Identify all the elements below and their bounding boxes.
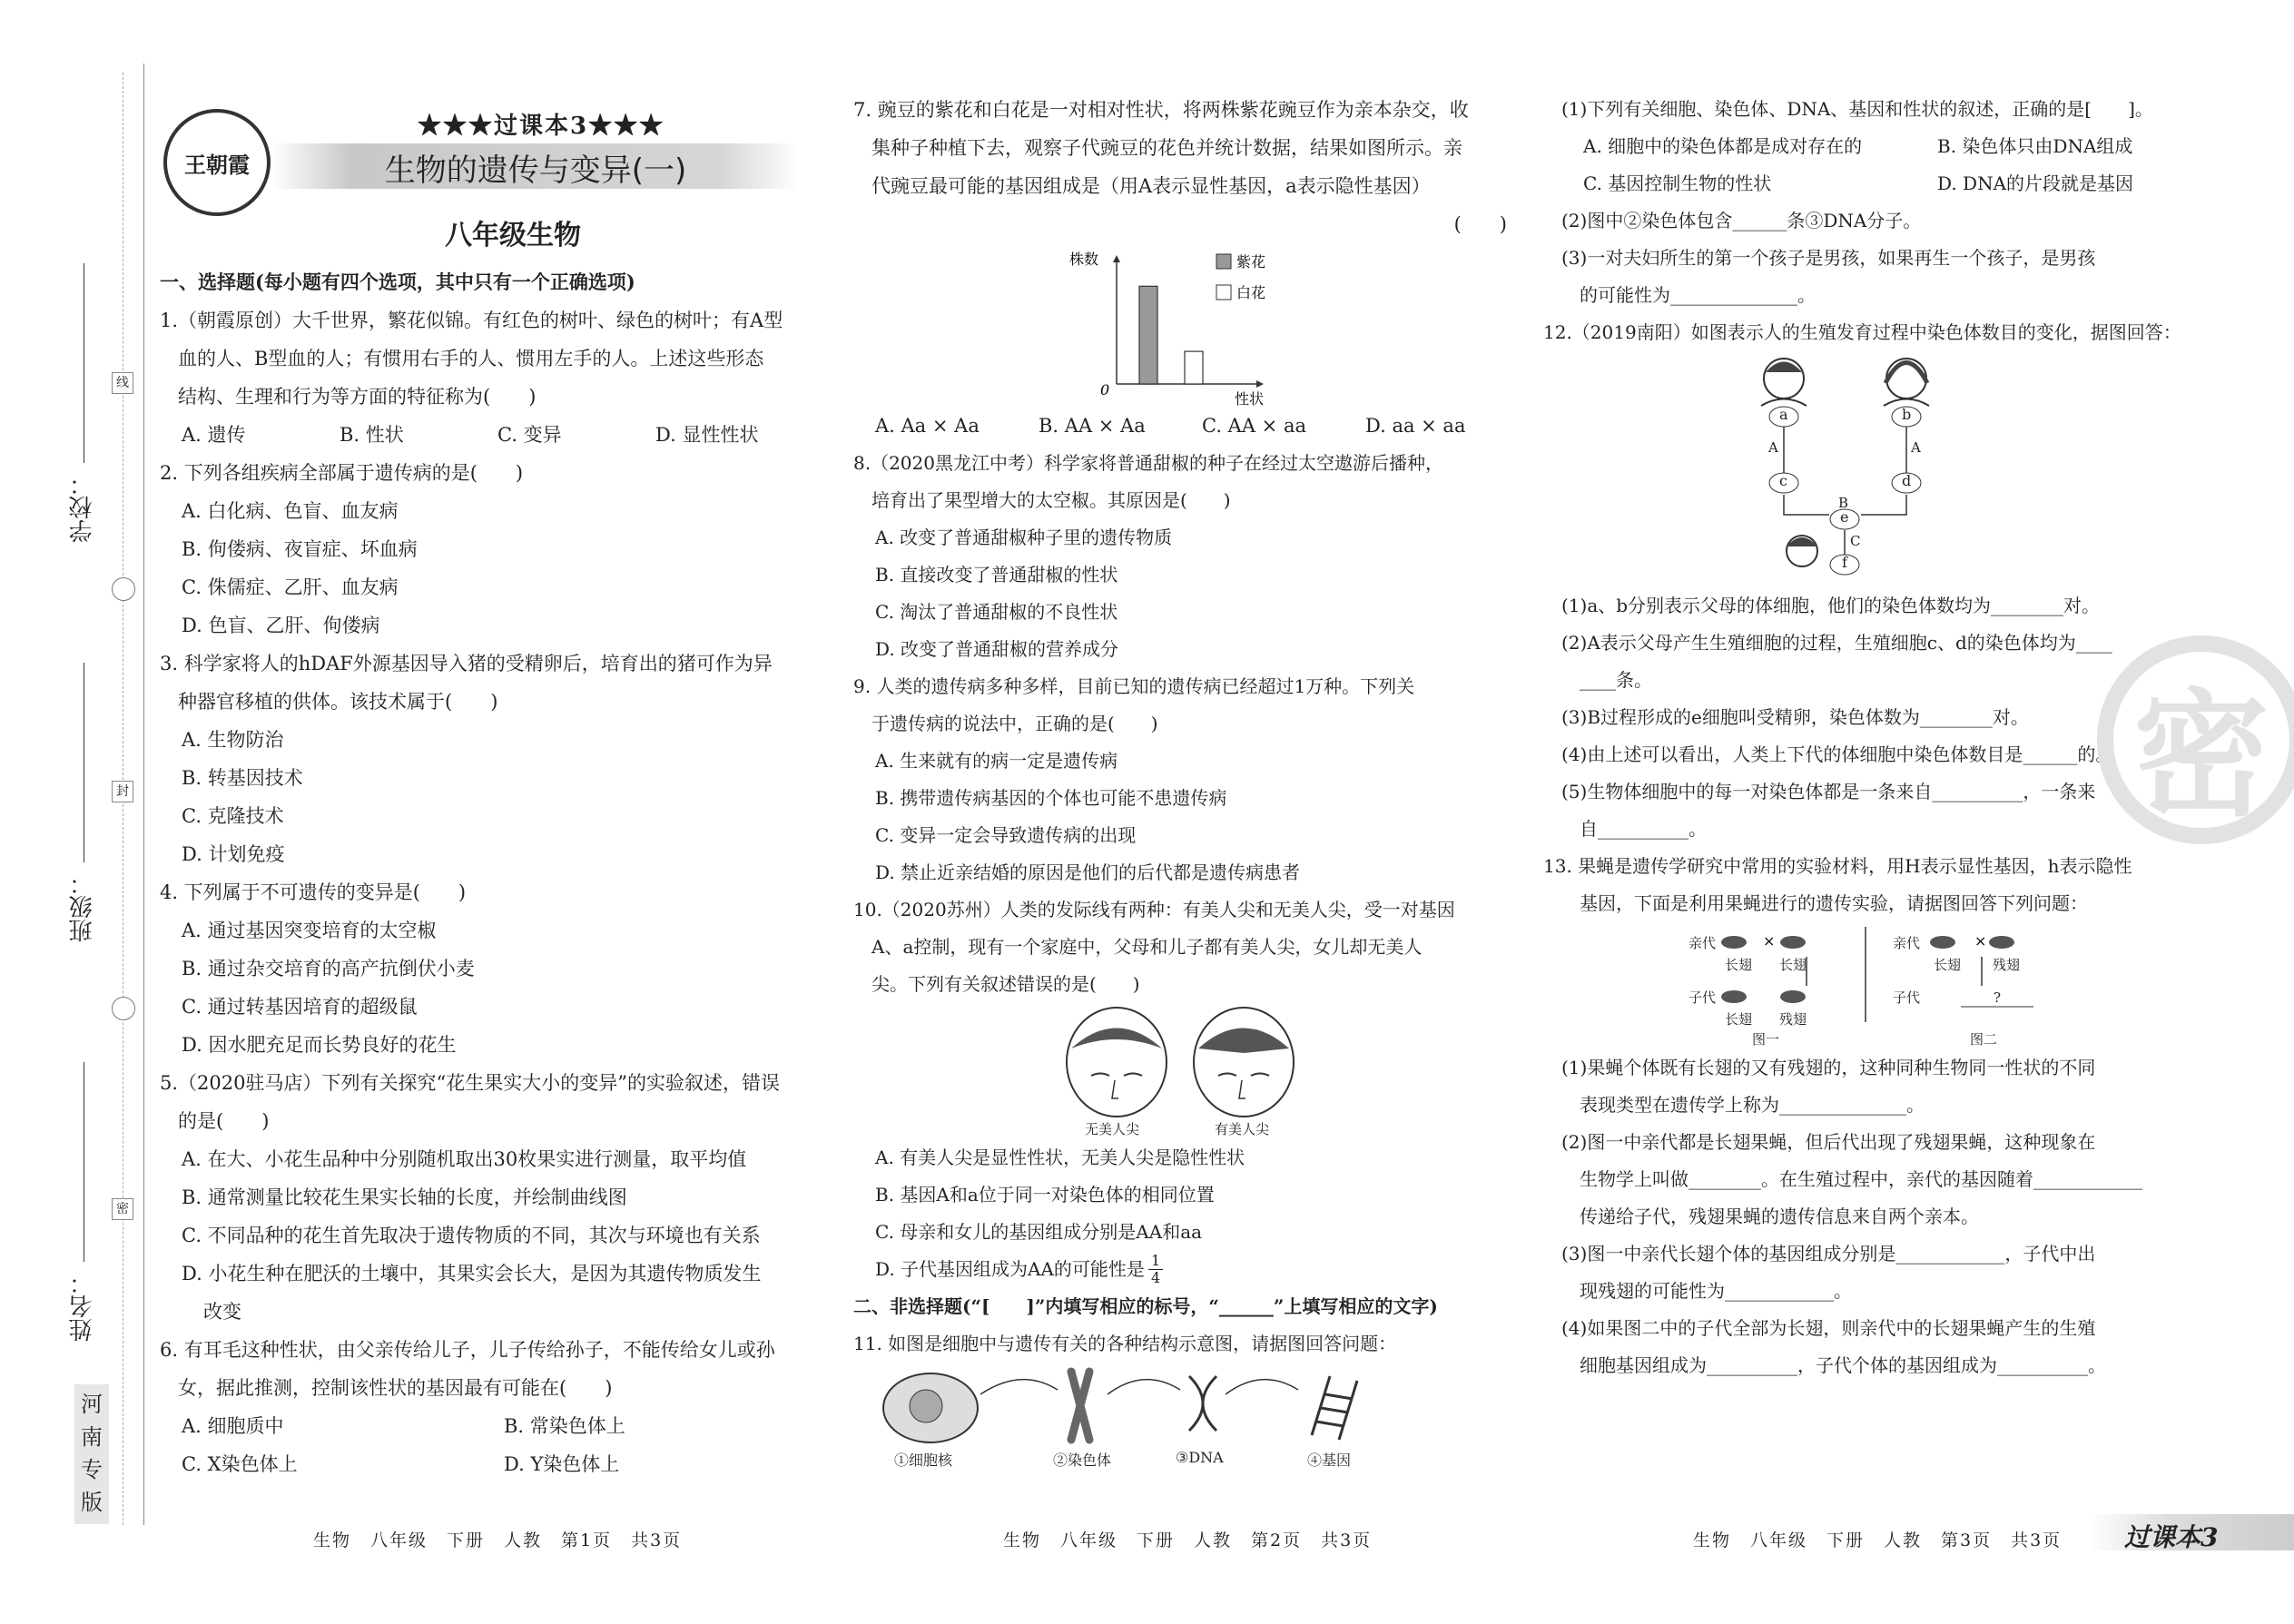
question-line: 4. 下列属于不可遗传的变异是( ) <box>160 881 467 903</box>
option-a[interactable]: A. 细胞中的染色体都是成对存在的 <box>1583 135 1863 157</box>
option-b[interactable]: B. 常染色体上 <box>504 1415 625 1437</box>
answer-bracket[interactable]: ( ) <box>1453 213 1507 235</box>
face-label-no-peak: 无美人尖 <box>1085 1121 1140 1137</box>
question-6 <box>160 1331 813 1483</box>
option-d[interactable]: D. aa × aa <box>1365 415 1466 437</box>
option-d[interactable]: D. 小花生种在肥沃的土壤中，其果实会长大，是因为其遗传物质发生 <box>182 1263 762 1284</box>
question-line: (1)下列有关细胞、染色体、DNA、基因和性状的叙述，正确的是[ ]。 <box>1561 98 2153 120</box>
fig2-parent-label: 亲代 <box>1893 935 1921 951</box>
label-process-a1: A <box>1768 439 1778 456</box>
cut-mark-mi: 密 <box>112 1198 133 1220</box>
question-line: 女，据此推测，控制该性状的基因最有可能在( ) <box>178 1377 613 1399</box>
question-line: 12.（2019南阳）如图表示人的生殖发育过程中染色体数目的变化，据图回答： <box>1543 321 2181 343</box>
dna-icon <box>1189 1376 1216 1431</box>
fig2-caption: 图二 <box>1970 1031 1998 1048</box>
option-b[interactable]: B. 基因A和a位于同一对染色体的相同位置 <box>875 1184 1215 1206</box>
question-5 <box>160 1064 813 1331</box>
edition-badge: 河南专版 <box>74 1384 109 1524</box>
option-d[interactable]: D. Y染色体上 <box>504 1453 620 1475</box>
bar-2 <box>1185 351 1203 384</box>
option-b[interactable]: B. 佝偻病、夜盲症、坏血病 <box>182 538 418 560</box>
y-axis-arrow <box>1113 255 1120 262</box>
label-b: b <box>1902 406 1912 423</box>
label-process-a2: A <box>1911 439 1921 456</box>
option-b[interactable]: B. 染色体只由DNA组成 <box>1937 135 2133 157</box>
cut-mark-feng: 封 <box>112 781 133 802</box>
fig2-question: ? <box>1994 989 2002 1006</box>
footer-page-3: 生物 八年级 下册 人教 第3页 共3页 <box>1693 1530 2063 1550</box>
cut-mark-xian: 线 <box>112 372 133 394</box>
column-1 <box>160 263 813 1483</box>
question-10 <box>853 891 1525 1288</box>
option-c[interactable]: C. 变异 <box>497 424 562 446</box>
question-line: 于遗传病的说法中，正确的是( ) <box>871 713 1158 734</box>
gene-icon <box>1312 1376 1357 1440</box>
option-c[interactable]: C. 基因控制生物的性状 <box>1583 172 1772 194</box>
question-line: (1)果蝇个体既有长翅的又有残翅的，这种同种生物同一性状的不同 <box>1561 1057 2096 1078</box>
footer-brand: 过课本3 <box>2124 1522 2219 1552</box>
y-axis-label: 株数 <box>1069 251 1099 268</box>
label-process-c: C <box>1850 533 1861 549</box>
fruitfly-figure <box>1561 922 2269 1049</box>
question-line: (4)由上述可以看出，人类上下代的体细胞中染色体数目是______的。 <box>1561 743 2114 765</box>
option-b[interactable]: B. 通常测量比较花生果实长轴的长度，并绘制曲线图 <box>182 1186 627 1208</box>
question-line: (3)图一中亲代长翅个体的基因组成分别是____________，子代中出 <box>1561 1243 2096 1265</box>
series-title: ★★★过课本3★★★ <box>418 113 665 140</box>
question-line: 基因，下面是利用果蝇进行的遗传实验，请据图回答下列问题： <box>1580 892 2088 914</box>
question-line: 1.（朝霞原创）大千世界，繁花似锦。有红色的树叶、绿色的树叶；有A型 <box>160 310 783 331</box>
bar-1 <box>1139 286 1157 384</box>
question-2 <box>160 454 813 645</box>
option-d-cont: 改变 <box>203 1301 241 1323</box>
legend-swatch-2 <box>1216 285 1231 300</box>
option-c[interactable]: C. 通过转基因培育的超级鼠 <box>182 996 418 1018</box>
option-b[interactable]: B. AA × Aa <box>1039 415 1146 437</box>
reproduction-diagram <box>1561 351 2269 587</box>
punch-hole-icon <box>112 997 135 1020</box>
question-9 <box>853 668 1525 891</box>
fig1-caption: 图一 <box>1752 1031 1780 1048</box>
option-c[interactable]: C. 母亲和女儿的基因组成分别是AA和aa <box>875 1221 1203 1243</box>
question-line: 7. 豌豆的紫花和白花是一对相对性状，将两株紫花豌豆作为亲本杂交，收 <box>853 99 1469 121</box>
x-axis-arrow <box>1256 380 1264 388</box>
option-a[interactable]: A. 细胞质中 <box>182 1415 284 1437</box>
option-a[interactable]: A. 有美人尖是显性性状，无美人尖是隐性性状 <box>875 1147 1245 1168</box>
question-line: (3)B过程形成的e细胞叫受精卵，染色体数为________对。 <box>1561 706 2029 728</box>
question-line: 8.（2020黑龙江中考）科学家将普通甜椒的种子在经过太空遨游后播种， <box>853 452 1443 474</box>
question-line: 集种子种植下去，观察子代豌豆的花色并统计数据，结果如图所示。亲 <box>871 137 1462 159</box>
option-c[interactable]: C. 淘汰了普通甜椒的不良性状 <box>875 601 1118 623</box>
fig2-child-label: 子代 <box>1893 989 1921 1006</box>
cell-structure-figure <box>853 1363 1525 1471</box>
option-a[interactable]: A. 在大、小花生品种中分别随机取出30枚果实进行测量，取平均值 <box>182 1148 747 1170</box>
binding-line <box>143 64 144 1525</box>
question-line: 代豌豆最可能的基因组成是（用A表示显性基因，a表示隐性基因） <box>871 175 1431 197</box>
footer-page-1: 生物 八年级 下册 人教 第1页 共3页 <box>313 1530 683 1550</box>
class-label: 班级： <box>69 871 96 942</box>
svg-text:×: × <box>1974 932 1987 950</box>
fraction <box>1148 1253 1163 1286</box>
hairline-figure <box>853 1003 1525 1139</box>
mother-icon <box>1884 359 1929 406</box>
legend-label-2: 白花 <box>1236 284 1266 301</box>
question-line: 种器官移植的供体。该技术属于( ) <box>178 691 498 713</box>
question-line: 9. 人类的遗传病多种多样，目前已知的遗传病已经超过1万种。下列关 <box>853 675 1415 697</box>
option-a[interactable]: A. 白化病、色盲、血友病 <box>182 500 399 522</box>
fig1-c1: 长翅 <box>1725 1011 1753 1028</box>
question-line: (3)一对夫妇所生的第一个孩子是男孩，如果再生一个孩子，是男孩 <box>1561 247 2096 269</box>
option-d[interactable]: D. 显性性状 <box>655 424 759 446</box>
question-line: 现残翅的可能性为____________。 <box>1580 1280 1852 1302</box>
logo-text: 王朝霞 <box>184 151 250 178</box>
option-d[interactable]: D. 色盲、乙肝、佝偻病 <box>182 615 380 636</box>
question-8 <box>853 445 1525 668</box>
option-a[interactable]: A. 改变了普通甜椒种子里的遗传物质 <box>875 527 1173 548</box>
option-b[interactable]: B. 携带遗传病基因的个体也可能不患遗传病 <box>875 787 1227 809</box>
label-nucleus: ①细胞核 <box>894 1452 953 1469</box>
option-d[interactable]: D. 禁止近亲结婚的原因是他们的后代都是遗传病患者 <box>875 861 1301 883</box>
faces-illustration <box>853 1003 1525 1139</box>
fig1-c2: 残翅 <box>1779 1011 1807 1028</box>
option-d-text: D. 子代基因组成为AA的可能性是 <box>875 1258 1145 1280</box>
question-line: 培育出了果型增大的太空椒。其原因是( ) <box>871 489 1231 511</box>
option-c[interactable]: C. AA × aa <box>1202 415 1306 437</box>
question-line: 尖。下列有关叙述错误的是( ) <box>871 973 1140 995</box>
question-3 <box>160 645 813 873</box>
option-c[interactable]: C. X染色体上 <box>182 1453 298 1475</box>
question-line: A、a控制，现有一个家庭中，父母和儿子都有美人尖，女儿却无美人 <box>871 936 1423 958</box>
question-13 <box>1543 848 2269 1384</box>
option-c[interactable]: C. 不同品种的花生首先取决于遗传物质的不同，其次与环境也有关系 <box>182 1225 761 1246</box>
option-a[interactable]: A. 生来就有的病一定是遗传病 <box>875 750 1118 772</box>
fig1-child-label: 子代 <box>1689 989 1717 1006</box>
label-a: a <box>1779 406 1788 423</box>
question-line: 传递给子代，残翅果蝇的遗传信息来自两个亲本。 <box>1580 1206 1979 1227</box>
question-line: 血的人、B型血的人；有惯用右手的人、惯用左手的人。上述这些形态 <box>178 348 764 369</box>
name-label: 姓名： <box>69 1271 96 1342</box>
fig1-parent-label: 亲代 <box>1689 935 1717 951</box>
option-b[interactable]: B. 性状 <box>340 424 404 446</box>
label-d: d <box>1902 472 1912 489</box>
question-line: (2)图一中亲代都是长翅果蝇，但后代出现了残翅果蝇，这种现象在 <box>1561 1131 2096 1153</box>
question-line: (1)a、b分别表示父母的体细胞，他们的染色体数均为________对。 <box>1561 595 2101 616</box>
option-b[interactable]: B. 直接改变了普通甜椒的性状 <box>875 564 1118 586</box>
label-gene: ④基因 <box>1307 1452 1352 1469</box>
structure-illustration <box>853 1363 1525 1449</box>
option-c[interactable]: C. 变异一定会导致遗传病的出现 <box>875 824 1137 846</box>
option-d[interactable]: D. 计划免疫 <box>182 843 285 865</box>
label-e: e <box>1840 508 1849 526</box>
option-c[interactable]: C. 侏儒症、乙肝、血友病 <box>182 576 399 598</box>
question-line: 10.（2020苏州）人类的发际线有两种：有美人尖和无美人尖，受一对基因 <box>853 899 1455 920</box>
chromosome-icon <box>1071 1372 1089 1440</box>
svg-text:×: × <box>1763 932 1776 950</box>
option-b[interactable]: B. 通过杂交培育的高产抗倒伏小麦 <box>182 958 475 979</box>
option-a[interactable]: A. Aa × Aa <box>875 415 980 437</box>
option-d[interactable]: D. DNA的片段就是基因 <box>1937 172 2134 194</box>
fraction-numerator: 1 <box>1148 1253 1163 1270</box>
legend-label-1: 紫花 <box>1236 253 1266 271</box>
question-line: 的是( ) <box>178 1110 270 1132</box>
question-line: (5)生物体细胞中的每一对染色体都是一条来自__________，一条来 <box>1561 781 2096 802</box>
question-line: 5.（2020驻马店）下列有关探究“花生果实大小的变异”的实验叙述，错误 <box>160 1072 780 1094</box>
label-process-b: B <box>1838 495 1849 511</box>
question-4 <box>160 873 813 1064</box>
option-d[interactable]: D. 改变了普通甜椒的营养成分 <box>875 638 1119 660</box>
footer-page-2: 生物 八年级 下册 人教 第2页 共3页 <box>1003 1530 1373 1550</box>
option-a[interactable]: A. 通过基因突变培育的太空椒 <box>182 920 437 941</box>
cell-nucleus-icon <box>883 1373 978 1442</box>
question-line: ____条。 <box>1580 669 1652 691</box>
label-chromosome: ②染色体 <box>1053 1452 1112 1469</box>
question-line: (4)如果图二中的子代全部为长翅，则亲代中的长翅果蝇产生的生殖 <box>1561 1317 2096 1339</box>
father-icon <box>1761 359 1807 406</box>
question-line: 细胞基因组成为__________，子代个体的基因组成为__________。 <box>1580 1354 2106 1376</box>
option-c[interactable]: C. 克隆技术 <box>182 805 284 827</box>
question-line: 表现类型在遗传学上称为______________。 <box>1580 1094 1925 1116</box>
x-axis-label: 性状 <box>1235 390 1265 407</box>
label-f: f <box>1842 554 1847 571</box>
question-line: 生物学上叫做________。在生殖过程中，亲代的基因随着____________ <box>1580 1168 2142 1190</box>
fig2-p1: 长翅 <box>1934 957 1962 973</box>
question-7 <box>853 91 1525 445</box>
section1-heading: 一、选择题(每小题有四个选项，其中只有一个正确选项) <box>160 271 635 293</box>
brand-logo <box>163 109 271 216</box>
question-line: (2)A表示父母产生生殖细胞的过程，生殖细胞c、d的染色体均为____ <box>1561 632 2112 654</box>
fig1-p2: 长翅 <box>1779 957 1807 973</box>
question-line: 的可能性为______________。 <box>1580 284 1816 306</box>
option-b[interactable]: B. 转基因技术 <box>182 767 303 789</box>
watermark-seal: 密 <box>2097 635 2294 844</box>
question-line: 6. 有耳毛这种性状，由父亲传给儿子，儿子传给孙子，不能传给女儿或孙 <box>160 1339 775 1361</box>
option-a[interactable]: A. 生物防治 <box>182 729 284 751</box>
fraction-denominator: 4 <box>1150 1269 1161 1286</box>
face-label-peak: 有美人尖 <box>1215 1121 1270 1137</box>
child-icon <box>1787 536 1817 566</box>
question-line: 结构、生理和行为等方面的特征称为( ) <box>178 386 537 408</box>
punch-hole-icon <box>112 577 135 601</box>
column-2 <box>853 91 1525 1471</box>
bar-chart <box>853 243 1525 407</box>
origin-label: 0 <box>1100 381 1110 399</box>
option-a[interactable]: A. 遗传 <box>182 424 246 446</box>
legend-swatch-1 <box>1216 254 1231 269</box>
question-11 <box>853 1325 1525 1471</box>
label-c: c <box>1779 472 1787 489</box>
question-line: 自__________。 <box>1580 818 1707 840</box>
fig2-p2: 残翅 <box>1993 957 2021 973</box>
question-line: (2)图中②染色体包含______条③DNA分子。 <box>1561 210 1922 231</box>
question-1 <box>160 301 813 454</box>
question-line: 2. 下列各组疾病全部属于遗传病的是( ) <box>160 462 524 484</box>
option-d[interactable]: D. 因水肥充足而长势良好的花生 <box>182 1034 457 1056</box>
option-d[interactable] <box>853 1251 1525 1288</box>
question-line: 13. 果蝇是遗传学研究中常用的实验材料，用H表示显性基因，h表示隐性 <box>1543 855 2132 877</box>
label-dna: ③DNA <box>1176 1449 1224 1466</box>
question-line: 3. 科学家将人的hDAF外源基因导入猪的受精卵后，培育出的猪可作为异 <box>160 653 773 674</box>
page-subtitle: 八年级生物 <box>445 220 581 251</box>
page-title: 生物的遗传与变异(一) <box>384 153 687 189</box>
school-label: 学校： <box>69 472 96 543</box>
reproduction-figure <box>1561 351 2269 587</box>
question-line: 11. 如图是细胞中与遗传有关的各种结构示意图，请据图回答问题： <box>853 1333 1397 1354</box>
fig1-p1: 长翅 <box>1725 957 1753 973</box>
section2-heading: 二、非选择题(“[ ]”内填写相应的标号，“______”上填写相应的文字) <box>853 1295 1438 1317</box>
